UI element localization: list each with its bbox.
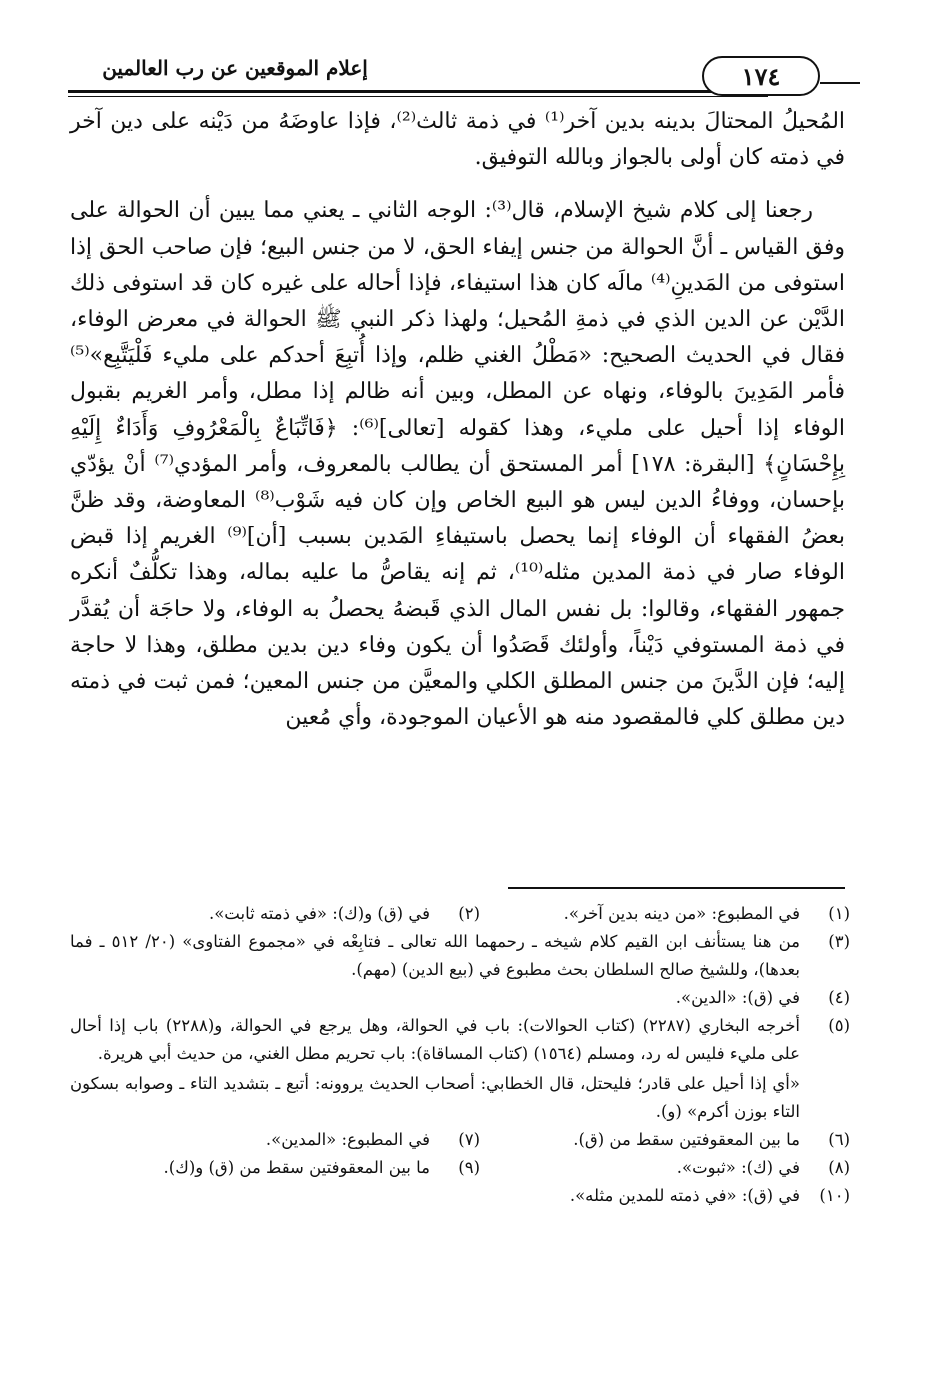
header-rule-thick	[68, 90, 768, 93]
main-text	[70, 104, 845, 736]
page-number: ١٧٤	[741, 61, 781, 91]
footnote-text: في (ق): «في ذمته للمدين مثله».	[569, 1186, 800, 1205]
footnote-10	[70, 1182, 850, 1210]
paragraph-2: رجعنا إلى كلام شيخ الإسلام، قال⁽³⁾: الوجه الثاني ـ يعني مما يبين أن الحوالة على وفق القياس ـ أنَّ الحوالة من جنس إيفاء الحق، لا من جنس البيع؛ فإن صاحب الحق إذا استوفى من المَدينِ⁽⁴⁾ مالَه كان هذا استيفاء، فإذا أحاله على غيره كان قد استوفى ذلك الدَّيْن عن الدين الذي في ذمةِ المُحيل؛ ولهذا ذكر النبي ﷺ الحوالة في معرض الوفاء، فقال في الحديث الصحيح: «مَطْلُ الغني ظلم، وإذا أُتبِعَ أحدكم على مليء فَلْيَتَّبِع»⁽⁵⁾ فأمر المَدِينَ بالوفاء، ونهاه عن المطل، وبين أنه ظالم إذا مطل، وأمر الغريم بقبول الوفاء إذا أحيل على مليء، وهذا كقوله [تعالى]⁽⁶⁾: ﴿فَاتِّبَاعٌ بِالْمَعْرُوفِ وَأَدَاءٌ إِلَيْهِ بِإِحْسَانٍ﴾ [البقرة: ١٧٨] أمر المستحق أن يطالب بالمعروف، وأمر المؤدي⁽⁷⁾ أنْ يؤدّي بإحسان، ووفاءُ الدين ليس هو البيع الخاص وإن كان فيه شَوْب⁽⁸⁾ المعاوضة، وقد ظنَّ بعضُ الفقهاء أن الوفاء إنما يحصل باستيفاءِ المَدين بسبب [أن]⁽⁹⁾ الغريم إذا قبض الوفاء صار في ذمة المدين مثله⁽¹⁰⁾، ثم إنه يقاصُّ ما عليه بماله، وهذا تكلُّفٌ أنكره جمهور الفقهاء، وقالوا: بل نفس المال الذي قَبضهُ يحصلُ به الوفاء، ولا حاجَة أن يُقدَّر في ذمة المستوفي دَيْناً، وأولئك قَصَدُوا أن يكون وفاء دين بدين مطلق، وهذا لا حاجة إليه؛ فإن الدَّينَ من جنس المطلق الكلي والمعيَّن من جنس المعين؛ فمن ثبت في ذمته دين مطلق كلي فالمقصود منه هو الأعيان الموجودة، وأي مُعين	[70, 198, 846, 731]
footnote-7	[110, 1126, 480, 1154]
footnote-separator	[508, 887, 845, 889]
running-header-title: إعلام الموقعين عن رب العالمين	[102, 56, 368, 80]
footnote-3	[70, 928, 850, 984]
footnote-number: (٥)	[828, 1016, 850, 1035]
footnote-number: (٢)	[458, 904, 480, 923]
footnote-number: (٩)	[458, 1158, 480, 1177]
footnote-text: في المطبوع: «من دينه بدين آخر».	[563, 904, 800, 923]
footnote-text: من هنا يستأنف ابن القيم كلام شيخه ـ رحمهما الله تعالى ـ فتابِعْه في «مجموع الفتاوى» (٢٠/ ٥١٢ ـ فما بعدها)، وللشيخ صالح السلطان بحث مطبوع في (بيع الدين) (مهم).	[70, 932, 800, 979]
footnote-5-note: «أي إذا أحيل على قادر؛ فليحتل، قال الخطابي: أصحاب الحديث يروونه: أتبع ـ بتشديد التاء ـ وصوابه بسكون التاء بوزن أكرم» (و).	[70, 1074, 800, 1121]
header-ornament-line	[820, 82, 860, 84]
footnote-6	[480, 1126, 850, 1154]
footnote-text: ما بين المعقوفتين سقط من (ق).	[573, 1130, 800, 1149]
footnote-number: (٦)	[828, 1130, 850, 1149]
footnote-text: في المطبوع: «المدين».	[265, 1130, 430, 1149]
footnote-number: (٤)	[828, 988, 850, 1007]
footnote-text: في (ق): «الدين».	[675, 988, 800, 1007]
footnote-number: (٨)	[828, 1158, 850, 1177]
footnote-number: (٣)	[828, 932, 850, 951]
footnote-1	[480, 900, 850, 928]
footnote-row	[70, 1154, 850, 1182]
footnote-text: في (ك): «ثبوت».	[676, 1158, 800, 1177]
footnote-9	[110, 1154, 480, 1182]
footnotes	[70, 900, 850, 1210]
footnote-number: (٧)	[458, 1130, 480, 1149]
footnote-number: (١)	[828, 904, 850, 923]
footnote-text: أخرجه البخاري (٢٢٨٧) (كتاب الحوالات): باب في الحوالة، وهل يرجع في الحوالة، و(٢٢٨٨) باب إذا أحال على مليء فليس له رد، ومسلم (١٥٦٤) (كتاب المساقاة): باب تحريم مطل الغني، من حديث أبي هريرة.	[70, 1016, 800, 1063]
footnote-8	[480, 1154, 850, 1182]
footnote-text: ما بين المعقوفتين سقط من (ق) و(ك).	[163, 1158, 430, 1177]
footnote-row	[70, 900, 850, 928]
header-rule-thin	[68, 96, 768, 97]
page-number-badge	[702, 56, 820, 96]
footnote-row	[70, 1126, 850, 1154]
footnote-2	[110, 900, 480, 928]
footnote-text: في (ق) و(ك): «في ذمته ثابت».	[208, 904, 430, 923]
footnote-5	[70, 1012, 850, 1068]
footnote-number: (١٠)	[819, 1186, 850, 1205]
paragraph-1: المُحيلُ المحتالَ بدينه بدين آخر⁽¹⁾ في ذمة ثالث⁽²⁾، فإذا عاوضَهُ من دَيْنه على دين آخر في ذمته كان أولى بالجواز وبالله التوفيق.	[70, 109, 846, 171]
footnote-4	[70, 984, 850, 1012]
